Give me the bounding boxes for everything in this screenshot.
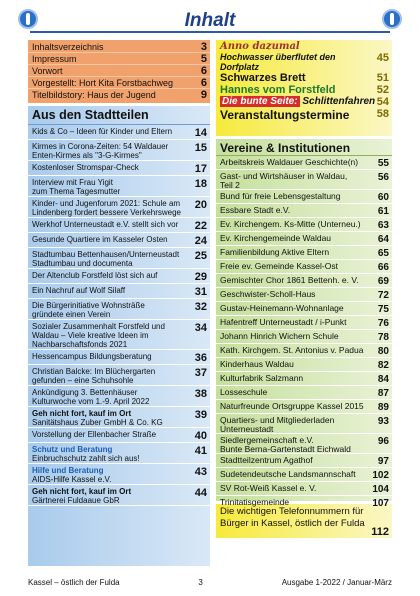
toc-entry-page: 107 [372,498,389,509]
toc-entry-label: Hannes vom Forstfeld [220,84,336,96]
toc-entry-label: Titelbildstory: Haus der Jugend [32,90,156,100]
toc-entry-line: Ankündigung 3. Bettenhäuser [32,388,138,397]
toc-entry-page: 32 [194,301,207,313]
toc-entry[interactable] [216,482,392,496]
toc-entry-label [32,220,190,229]
toc-entry-label [220,158,370,167]
toc-entry-line: Geh nicht fort, kauf im Ort [32,409,132,418]
toc-entry-label [32,271,190,280]
toc-entry-label [32,352,190,361]
toc-entry-line: Kostenloser Stromspar-Check [32,163,139,172]
toc-entry-line: Kinder- und Jugenforum 2021: Schule am [32,199,181,208]
toc-entry-page: 29 [194,271,207,283]
toc-entry-label [220,192,370,201]
general-section [28,40,210,103]
toc-entry-line: Ev. Kirchengem. Ks-Mitte (Unterneu.) [220,219,361,229]
header-rule [30,31,390,33]
toc-entry[interactable] [216,454,392,468]
toc-entry-line: Sozialer Zusammenhalt Forstfeld und [32,322,165,331]
toc-entry-label [32,286,190,295]
toc-entry-label [32,127,190,136]
vereine-section [216,139,392,509]
toc-entry-line: Hafentreff Unterneustadt / i-Punkt [220,317,347,327]
toc-entry[interactable] [216,330,392,344]
toc-entry[interactable] [28,386,210,407]
toc-entry[interactable] [216,190,392,204]
toc-entry-line: Kulturfabrik Salzmann [220,373,304,383]
toc-entry[interactable] [216,84,392,96]
toc-entry-page: 78 [377,332,389,343]
left-column [28,40,210,566]
toc-entry[interactable] [216,358,392,372]
toc-entry-page: 97 [377,456,389,467]
toc-entry[interactable] [216,232,392,246]
toc-entry-label: Schwarzes Brett [220,72,306,84]
page-header [0,0,420,34]
toc-entry-line: Vorstellung der Ellenbacher Straße [32,430,157,439]
toc-entry-line: Gesunde Quartiere im Kasseler Osten [32,235,168,244]
toc-entry[interactable] [28,485,210,506]
toc-entry[interactable] [216,316,392,330]
toc-entry-page: 36 [194,352,207,364]
toc-entry[interactable] [28,269,210,284]
toc-entry-label [220,374,370,383]
toc-entry-label [220,206,370,215]
toc-entry-label [32,163,190,172]
toc-entry-page: 22 [194,220,207,232]
toc-entry-label: Vorwort [32,66,63,76]
toc-entry-page: 84 [377,374,389,385]
toc-entry-line: Bürger in Kassel, östlich der Fulda [220,518,365,529]
toc-entry-page: 14 [194,127,207,139]
toc-entry-line: Unterneustadt [220,424,274,434]
toc-entry[interactable] [28,125,210,140]
toc-entry-label [220,276,370,285]
toc-entry-label [220,262,370,271]
toc-entry-line: Der Altenclub Forstfeld löst sich auf [32,271,158,280]
toc-entry-page: 45 [376,52,389,64]
toc-entry-page: 96 [377,436,389,447]
toc-entry-line: Ev. Kirchengemeinde Waldau [220,233,332,243]
toc-entry-page: 61 [377,206,389,217]
toc-entry-page: 60 [377,192,389,203]
toc-entry[interactable] [216,156,392,170]
toc-entry-label [32,445,190,463]
bunte-seite-text: Schlittenfahren [302,96,376,107]
toc-entry-label: Impressum [32,54,77,64]
toc-entry-label [220,318,370,327]
toc-entry-line: Geh nicht fort, kauf im Ort [32,487,132,496]
toc-entry-label [32,199,190,217]
toc-entry[interactable] [216,218,392,232]
section-title: Vereine & Institutionen [216,141,392,156]
toc-entry-page: 52 [376,84,389,96]
toc-entry-line: Kinderhaus Waldau [220,359,294,369]
toc-entry-line: AIDS-Hilfe Kassel e.V. [32,475,112,484]
toc-entry[interactable] [216,260,392,274]
toc-entry-line: Quartiers- und Mitgliederladen [220,415,335,425]
toc-entry[interactable] [28,197,210,218]
toc-entry-line: Die wichtigen Telefonnummern für [220,506,364,517]
rubriken-section [216,40,392,136]
toc-entry-line: gefunden – eine Schuhsohle [32,376,134,385]
section-title: Aus den Stadtteilen [28,108,210,125]
toc-entry-label [32,409,190,427]
toc-entry-label [220,436,370,454]
toc-entry[interactable] [28,161,210,176]
toc-entry[interactable] [28,248,210,269]
toc-entry[interactable] [28,464,210,485]
toc-entry[interactable] [28,89,210,101]
toc-entry[interactable] [216,246,392,260]
toc-entry-line: Enten-Kirmes als "3-G-Kirmes" [32,151,142,160]
toc-entry-line: Gustav-Heinemann-Wohnanlage [220,303,344,313]
toc-entry-label: Inhaltsverzeichnis [32,42,104,52]
toc-entry-page: 17 [194,163,207,175]
toc-entry[interactable] [216,41,392,52]
toc-entry-label [32,142,190,160]
toc-entry-line: SV Rot-Weiß Kassel e. V. [220,483,317,493]
toc-entry-label [32,430,190,439]
toc-entry-label [220,416,370,434]
page-number: 3 [198,578,203,587]
toc-entry[interactable] [216,288,392,302]
toc-entry-label [220,360,370,369]
toc-entry-label [220,346,370,355]
toc-entry-page: 24 [194,235,207,247]
page-footer [28,578,392,587]
toc-entry-page: 65 [377,248,389,259]
toc-entry-label [32,178,190,196]
toc-entry-line: Kirmes in Corona-Zeiten: 54 Waldauer [32,142,169,151]
toc-entry[interactable] [28,77,210,89]
toc-entry-page: 63 [377,220,389,231]
toc-entry[interactable] [28,299,210,320]
toc-entry-line: Essbare Stadt e.V. [220,205,291,215]
toc-entry[interactable] [28,140,210,161]
toc-entry-line: Ein Nachruf auf Wolf Silaff [32,286,126,295]
toc-entry[interactable] [216,414,392,434]
toc-entry[interactable] [28,233,210,248]
toc-entry[interactable] [28,407,210,428]
toc-entry[interactable] [216,72,392,84]
toc-entry-page: 43 [194,466,207,478]
toc-entry-page: 3 [200,41,207,53]
toc-entry[interactable] [216,372,392,386]
toc-entry-line: Stadtteilzentrum Agathof [220,455,313,465]
toc-entry-label [32,322,190,349]
toc-entry-page: 31 [194,286,207,298]
toc-entry-label [220,96,375,107]
toc-entry-page: 102 [372,470,389,481]
toc-entry-label: Veranstaltungstermine [220,108,350,122]
toc-entry-page: 69 [377,276,389,287]
toc-entry[interactable] [216,204,392,218]
toc-entry[interactable] [216,504,392,538]
toc-entry-line: Gärtnerei Fuldaaue GbR [32,496,120,505]
toc-entry-page: 40 [194,430,207,442]
toc-entry-page: 93 [377,416,389,427]
toc-entry-line: Kath. Kirchgem. St. Antonius v. Padua [220,345,364,355]
footer-left: Kassel – östlich der Fulda [28,578,120,587]
toc-entry-page: 25 [194,250,207,262]
toc-entry[interactable] [216,274,392,288]
toc-entry-line: Geschwister-Scholl-Haus [220,289,316,299]
toc-entry-page: 41 [194,445,207,457]
toc-entry[interactable] [216,170,392,190]
toc-entry-label [220,332,370,341]
toc-entry-label [220,388,370,397]
toc-entry-page: 6 [200,65,207,77]
toc-entry-line: Christian Balcke: Im Blüchergarten [32,367,156,376]
toc-entry-label [220,456,370,465]
toc-entry-page: 37 [194,367,207,379]
toc-entry-page: 75 [377,304,389,315]
toc-entry[interactable] [28,41,210,53]
toc-entry-label [32,367,190,385]
stadtteile-section [28,106,210,566]
toc-entry-line: Siedlergemeinschaft e.V. [220,435,314,445]
toc-entry-line: Werkhof Unterneustadt e.V. stellt sich vor [32,220,179,229]
toc-entry-line: Waldau – Viele kreative Ideen im Nachbarschaftsfonds 2021 [32,331,149,349]
toc-entry-page: 15 [194,142,207,154]
toc-entry-page: 5 [200,53,207,65]
toc-entry-label [32,388,190,406]
toc-entry[interactable] [28,176,210,197]
toc-entry-label [220,172,370,190]
toc-entry-line: Teil 2 [220,180,240,190]
toc-entry-page: 9 [200,89,207,101]
toc-entry[interactable] [216,96,392,108]
toc-entry[interactable] [216,400,392,414]
toc-entry[interactable] [216,468,392,482]
toc-entry-page: 87 [377,388,389,399]
toc-entry-page: 82 [377,360,389,371]
toc-entry-line: Die Bürgerinitiative Wohnsträße [32,301,145,310]
toc-entry-page: 54 [376,96,389,108]
toc-entry-page: 66 [377,262,389,273]
toc-entry[interactable] [28,218,210,233]
toc-entry[interactable] [28,320,210,350]
toc-entry[interactable] [216,52,392,72]
toc-entry-label [220,506,365,530]
right-column [216,40,392,538]
toc-entry-line: Gemischter Chor 1861 Bettenh. e. V. [220,275,359,285]
toc-entry-line: Freie ev. Gemeinde Kassel-Ost [220,261,338,271]
toc-entry-label [220,402,370,411]
toc-entry-line: Stadtumbau Bettenhausen/Unterneustadt [32,250,180,259]
toc-entry-line: Sudetendeutsche Landsmannschaft [220,469,356,479]
toc-entry[interactable] [28,284,210,299]
toc-entry-line: Stadtumbau und documenta [32,259,133,268]
toc-entry-page: 38 [194,388,207,400]
toc-entry-label [220,484,370,493]
toc-entry-label [32,487,190,505]
toc-entry-page: 44 [194,487,207,499]
toc-entry-page: 39 [194,409,207,421]
toc-entry-label [220,470,370,479]
toc-entry-page: 20 [194,199,207,211]
toc-entry-line: gründete einen Verein [32,310,111,319]
toc-entry-label [32,235,190,244]
toc-entry-label [32,466,190,484]
toc-entry-label [220,220,370,229]
toc-entry-label [220,304,370,313]
bunte-seite-badge: Die bunte Seite: [222,96,298,107]
toc-entry[interactable] [216,302,392,316]
toc-entry-line: Schutz und Beratung [32,445,113,454]
toc-entry-page: 64 [377,234,389,245]
toc-entry-page: 58 [376,108,389,120]
toc-entry-page: 55 [377,158,389,169]
toc-entry-line: Familienbildung Aktive Eltern [220,247,330,257]
toc-entry-line: Bunte Berna-Gartenstadt Eichwald [220,444,351,454]
toc-entry-line: Einbruchschutz zahlt sich aus! [32,454,140,463]
toc-entry-page: 89 [377,402,389,413]
footer-right: Ausgabe 1-2022 / Januar-März [281,578,392,587]
toc-entry-label [220,234,370,243]
toc-entry-line: Naturfreunde Ortsgruppe Kassel 2015 [220,401,364,411]
toc-entry[interactable] [216,434,392,454]
toc-entry[interactable] [216,108,392,122]
page-title: Inhalt [184,10,236,31]
toc-entry-label [32,301,190,319]
toc-entry-page: 72 [377,290,389,301]
toc-entry-line: Trinitatisgemeinde [220,497,290,507]
toc-entry-line: Johann Hinrich Wichern Schule [220,331,339,341]
toc-entry[interactable] [28,53,210,65]
toc-entry-line: Gast- und Wirtshäuser in Waldau, [220,171,348,181]
toc-entry-line: Kulturwoche vom 1.-9. April 2022 [32,397,150,406]
toc-entry-label [220,248,370,257]
toc-entry-line: Interview mit Frau Yigit [32,178,113,187]
toc-entry-label [32,250,190,268]
toc-entry[interactable] [28,365,210,386]
toc-entry-page: 76 [377,318,389,329]
toc-entry-line: Kids & Co – Ideen für Kinder und Eltern [32,127,173,136]
toc-entry-page: 18 [194,178,207,190]
toc-entry[interactable] [28,443,210,464]
toc-entry[interactable] [216,344,392,358]
toc-entry-line: Hilfe und Beratung [32,466,104,475]
toc-entry[interactable] [28,428,210,443]
toc-entry[interactable] [216,386,392,400]
toc-entry-page: 6 [200,77,207,89]
toc-entry-line: zum Thema Tagesmutter [32,187,121,196]
toc-entry-line: Hessencampus Bildungsberatung [32,352,152,361]
toc-entry-page: 104 [372,484,389,495]
toc-entry-line: Arbeitskreis Waldauer Geschichte(n) [220,157,359,167]
anno-dazumal-label: Anno dazumal [220,41,300,52]
toc-entry-line: Bund für freie Lebensgestaltung [220,191,341,201]
toc-entry-line: Sanitätshaus Zuber GmbH & Co. KG [32,418,163,427]
toc-entry-page: 51 [376,72,389,84]
toc-entry-page: 112 [371,526,389,538]
toc-entry-line: Losseschule [220,387,268,397]
toc-entry-page: 80 [377,346,389,357]
toc-entry[interactable] [28,65,210,77]
toc-entry-page: 56 [377,172,389,183]
toc-entry[interactable] [28,350,210,365]
magazine-logo-icon [382,9,402,29]
toc-entry-line: Lindenberg fordert bessere Verkehrswege [32,208,181,217]
toc-entry-label: Vorgestellt: Hort Kita Forstbachweg [32,78,174,88]
toc-entry-label [220,290,370,299]
toc-entry-label: Hochwasser überflutet den Dorfplatz [220,52,336,72]
toc-entry-page: 34 [194,322,207,334]
